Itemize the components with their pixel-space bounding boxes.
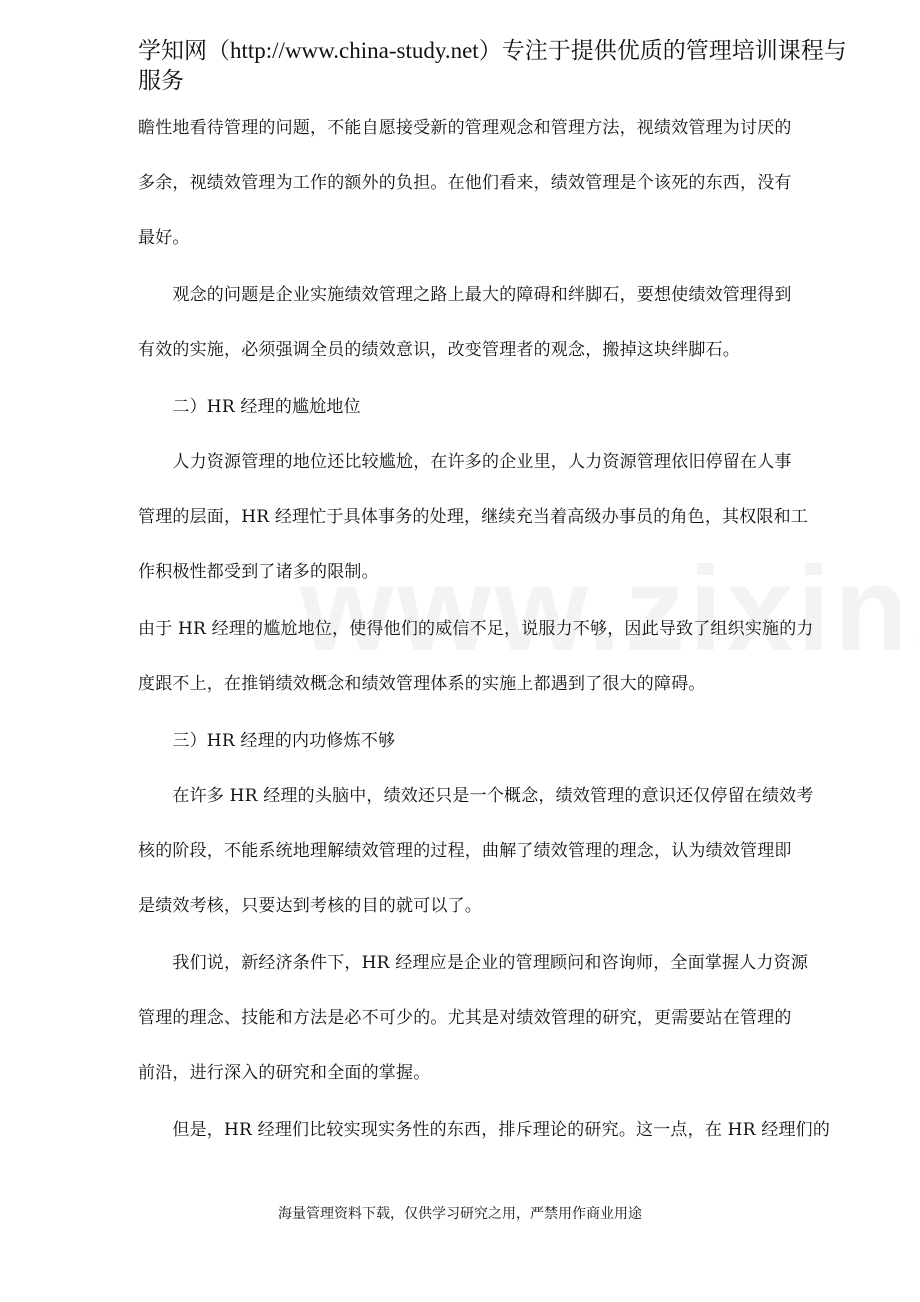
header-prefix: 学知网（ bbox=[138, 38, 230, 64]
text-line: 有效的实施，必须强调全员的绩效意识，改变管理者的观念，搬掉这块绊脚石。 bbox=[138, 340, 740, 360]
text-line: 但是，HR 经理们比较实现实务性的东西，排斥理论的研究。这一点，在 HR 经理们的 bbox=[138, 1120, 831, 1140]
text-line: 管理的理念、技能和方法是必不可少的。尤其是对绩效管理的研究，更需要站在管理的 bbox=[138, 1008, 792, 1028]
text-line: 是绩效考核，只要达到考核的目的就可以了。 bbox=[138, 896, 482, 916]
header-line-2: 服务 bbox=[138, 68, 184, 94]
text-line: 管理的层面，HR 经理忙于具体事务的处理，继续充当着高级办事员的角色，其权限和工 bbox=[138, 507, 809, 527]
watermark bbox=[300, 540, 920, 678]
text-line: 多余，视绩效管理为工作的额外的负担。在他们看来，绩效管理是个该死的东西，没有 bbox=[138, 173, 792, 193]
text-line: 核的阶段，不能系统地理解绩效管理的过程，曲解了绩效管理的理念，认为绩效管理即 bbox=[138, 841, 792, 861]
text-line: 在许多 HR 经理的头脑中，绩效还只是一个概念，绩效管理的意识还仅停留在绩效考 bbox=[138, 786, 814, 806]
text-line: 度跟不上，在推销绩效概念和绩效管理体系的实施上都遇到了很大的障碍。 bbox=[138, 674, 706, 694]
text-line: 前沿，进行深入的研究和全面的掌握。 bbox=[138, 1063, 431, 1083]
page-footer: 海量管理资料下载，仅供学习研究之用，严禁用作商业用途 bbox=[278, 1206, 642, 1222]
text-line: 观念的问题是企业实施绩效管理之路上最大的障碍和绊脚石，要想使绩效管理得到 bbox=[138, 285, 792, 305]
header-line-1 bbox=[138, 36, 858, 66]
text-line: 我们说，新经济条件下，HR 经理应是企业的管理顾问和咨询师，全面掌握人力资源 bbox=[138, 953, 809, 973]
text-line: 作积极性都受到了诸多的限制。 bbox=[138, 562, 379, 582]
page-header bbox=[138, 36, 858, 96]
header-suffix: ）专注于提供优质的管理培训课程与 bbox=[478, 38, 847, 64]
text-line: 人力资源管理的地位还比较尴尬，在许多的企业里，人力资源管理依旧停留在人事 bbox=[138, 452, 792, 472]
header-url: http://www.china-study.net bbox=[230, 38, 479, 63]
text-line: 瞻性地看待管理的问题，不能自愿接受新的管理观念和管理方法，视绩效管理为讨厌的 bbox=[138, 118, 792, 138]
text-line: 最好。 bbox=[138, 228, 190, 248]
text-line: 由于 HR 经理的尴尬地位，使得他们的威信不足，说服力不够，因此导致了组织实施的力 bbox=[138, 619, 814, 639]
section-heading: 二）HR 经理的尴尬地位 bbox=[138, 397, 361, 417]
section-heading: 三）HR 经理的内功修炼不够 bbox=[138, 731, 396, 751]
